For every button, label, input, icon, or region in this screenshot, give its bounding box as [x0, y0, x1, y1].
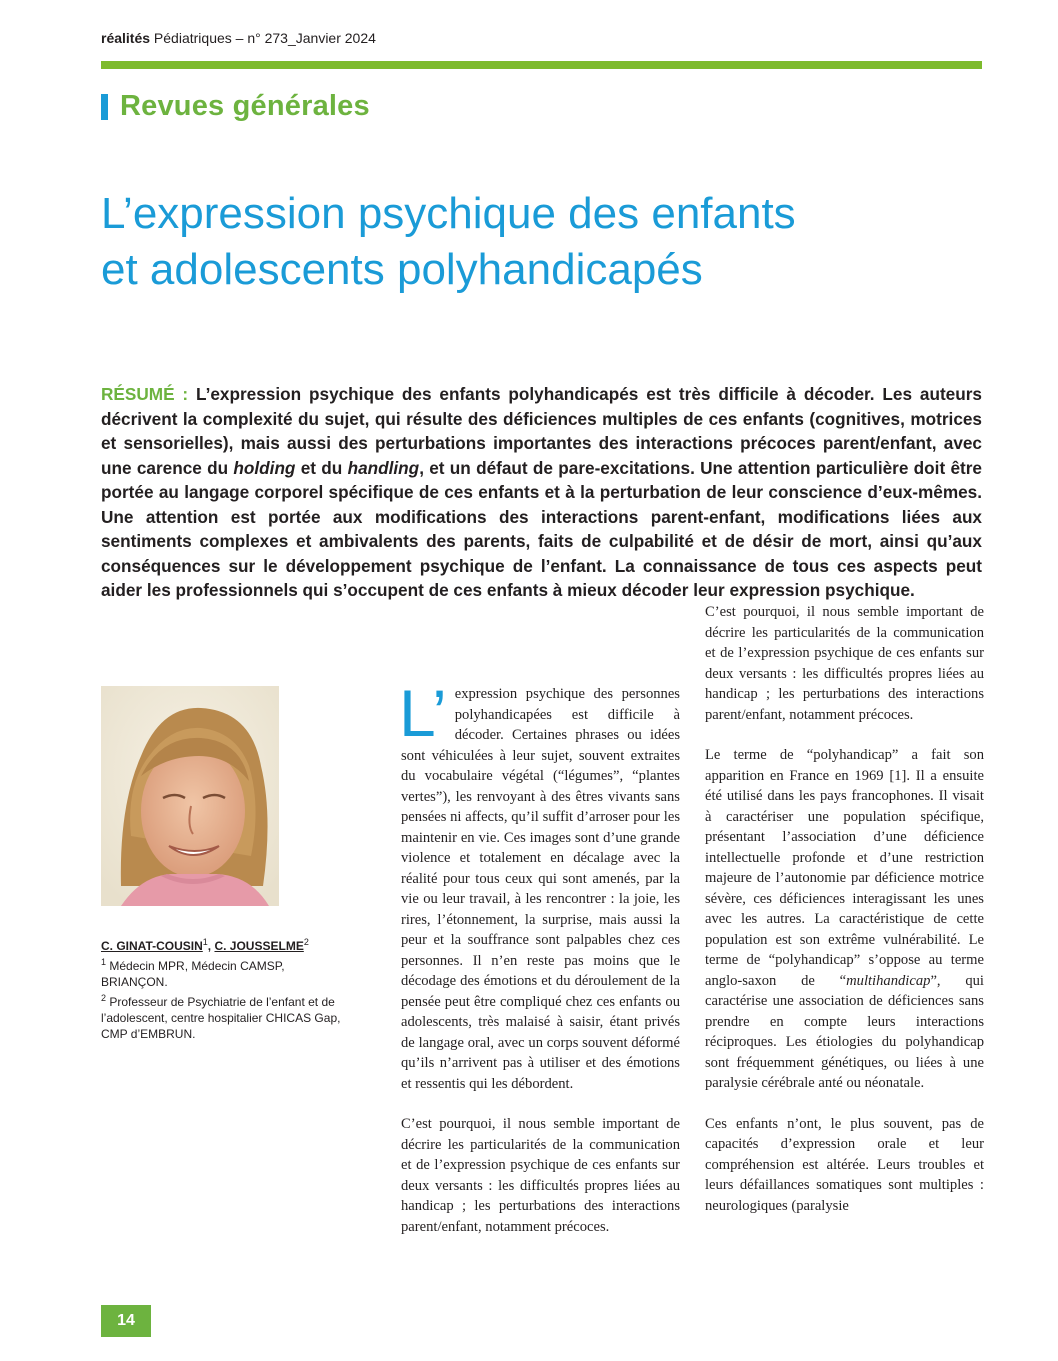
body-column-1 [399, 676, 680, 1235]
journal-brand: réalités [101, 30, 151, 46]
author-2-sup: 2 [303, 937, 309, 947]
column-2-inner [705, 602, 984, 1216]
author-separator: , [207, 939, 215, 953]
column-2-flow [705, 602, 984, 1214]
continued-paragraph-2-text: C’est pourquoi, il nous semble important de décrire les particularités de la communication et de l’expression psychique de ces enfants sur deux versants : les difficultés propres liées au handicap ; les perturbations des interactions parent/enfant, notamment précoces. [705, 604, 984, 723]
page-number: 14 [101, 1305, 151, 1337]
body-paragraph-3-end: ”, qui caractérise une association de déficiences sans prendre en compte leurs interactions réciproques. Les étiologies du polyhandicap sont fréquemment génétiques, ou liées à une paralysie cérébrale anté ou néonatale. [705, 972, 984, 1091]
author-photo [101, 686, 279, 906]
abstract-holding: holding [233, 457, 296, 478]
author-names [101, 934, 351, 954]
abstract-text-1: L’expression psychique des enfants polyhandicapés est très difficile à décoder. Les auteurs décrivent la complexité du sujet, qui résulte des déficiences multiples de ces enfants (cognitives, motrices et sensorielles), mais aussi des perturbations importantes des interactions précoces parent/enfant, avec une carence du [101, 384, 982, 478]
rubric-marker [101, 94, 108, 120]
article-title [101, 186, 981, 298]
drop-cap: L’ [399, 676, 447, 750]
section-label: Revues générales [120, 90, 370, 122]
abstract [101, 382, 982, 603]
title-line-2: et adolescents polyhandicapés [101, 245, 703, 294]
affiliation-1-text: Médecin MPR, Médecin CAMSP, BRIANÇON. [101, 959, 285, 989]
header-rule [101, 61, 982, 69]
continued-paragraph-2 [705, 602, 984, 725]
author-1-sup: 1 [202, 937, 208, 947]
section-rubric [101, 90, 370, 123]
body-column-2 [705, 604, 984, 1214]
abstract-handling: handling [347, 457, 420, 478]
body-paragraph-1-text: expression psychique des personnes polyhandicapées est difficile à décoder. Certaines phrases ou idées sont véhiculées à leur sujet, souvent extraites du vocabulaire végétal (“légumes”, “plantes vertes”), les renvoyant à des êtres vivants sans pensées ni affects, qu’il suffit d’arroser pour les maintenir en vie. Ces images sont d’une grande violence et totalement en décalage avec la réalité pour tous ceux qui sont amenés, par la vie ou leur travail, à les rencontrer : la joie, les rires, l’étonnement, la surprise, mais aussi la peur et la souffrance sont palpables chez ces personnes. Il n’en reste pas moins que le décodage des émotions et du déroulement de la pensée peut être compliqué chez ces enfants ou adolescents, très malaisé à saisir, étant privés de langage oral, avec un corps souvent déformé qu’ils n’arrivent pas à utiliser et des émotions et ressentis qui les débordent. [401, 686, 680, 1092]
author-block [101, 934, 351, 1042]
abstract-text-3: , et un défaut de pare-excitations. Une attention particulière doit être portée au langage corporel spécifique de ces enfants et à la perturbation de leur conscience d’eux-mêmes. Une attention est portée aux modifications des interactions parent-enfant, modifications liées aux sentiments complexes et ambivalents des parents, faits de culpabilité et de désir de mort, ainsi qu’aux conséquences sur le développement psychique de l’enfant. La connaissance de tous ces aspects peut aider les professionnels qui s’occupent de ces enfants à mieux décoder leur expression psychique. [101, 457, 982, 600]
affiliation-2 [101, 990, 351, 1042]
running-header [101, 30, 376, 46]
title-line-1: L’expression psychique des enfants [101, 189, 796, 238]
body-paragraph-3-text: Le terme de “polyhandicap” a fait son apparition en France en 1969 [1]. Il a ensuite été utilisé dans les pays francophones. Il visait à caractériser une population spécifique, présentant l’association d’une déficience intellectuelle profonde et d’une restriction majeure de l’autonomie par déficience motrice sévère, ces déficiences interagissant les unes avec les autres. La caractéristique de cette population est son extrême vulnérabilité. Le terme de “polyhandicap” s’oppose au terme anglo-saxon de “ [705, 747, 984, 989]
author-2: C. JOUSSELME [214, 939, 304, 953]
multihandicap-term: multihandicap [846, 972, 931, 989]
body-paragraph-2: C’est pourquoi, il nous semble important de décrire les particularités de la communication et de l’expression psychique de ces enfants sur deux versants : les difficultés propres liées au handicap ; les perturbations des interactions parent/enfant, notamment précoces. [401, 1116, 680, 1235]
body-paragraph-3 [705, 745, 984, 1094]
body-paragraph-4: Ces enfants n’ont, le plus souvent, pas de capacités d’expression orale et leur compréhension est altérée. Leurs troubles et leurs défaillances somatiques sont multiples : neurologiques (paralysie [705, 1115, 984, 1214]
affiliation-2-num: 2 [101, 993, 107, 1003]
affiliation-1-num: 1 [101, 957, 107, 967]
abstract-label: RÉSUMÉ : [101, 384, 189, 404]
issue-info: Pédiatriques – n° 273_Janvier 2024 [150, 30, 376, 46]
affiliation-1 [101, 954, 351, 990]
body-paragraph-1 [399, 676, 680, 1094]
affiliation-2-text: Professeur de Psychiatrie de l’enfant et de l’adolescent, centre hospitalier CHICAS Gap, CMP d’EMBRUN. [101, 995, 341, 1041]
abstract-text-2: et du [295, 457, 348, 478]
author-1: C. GINAT-COUSIN [101, 939, 203, 953]
